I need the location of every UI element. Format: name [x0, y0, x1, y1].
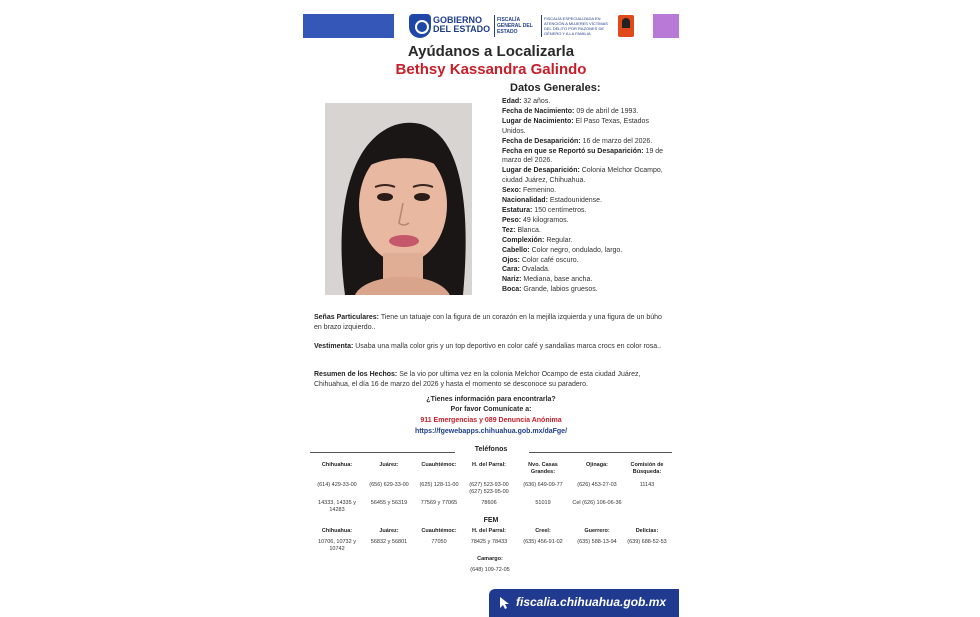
fact-label: Lugar de Desaparición: — [502, 167, 580, 175]
fact-value: Mediana, base ancha. — [523, 276, 593, 284]
fact-row — [502, 137, 672, 147]
tel-extension: Cel (626) 106-06-36 — [572, 500, 622, 506]
tel-city-label: Ojinaga: — [585, 462, 608, 468]
fem-phone: 78425 y 78433 — [470, 539, 508, 545]
tel-phone: (627) 523-93-00 (627) 523-95-00 — [469, 482, 509, 495]
tel-city-label: H. del Parral: — [472, 462, 506, 468]
tel-phone: (656) 629-33-00 — [369, 482, 409, 488]
person-name: Bethsy Kassandra Galindo — [395, 61, 587, 78]
fact-label: Fecha en que se Reportó su Desaparición: — [502, 147, 644, 155]
tel-phone: (626) 453-27-03 — [577, 482, 617, 488]
missing-person-poster — [303, 10, 679, 617]
camargo-block — [312, 556, 672, 576]
person-photo — [325, 103, 472, 295]
tel-phone: (614) 429-33-00 — [317, 482, 357, 488]
fact-label: Boca: — [502, 286, 522, 294]
fact-label: Estatura: — [502, 206, 533, 214]
fem-city-label: Guerrero: — [584, 528, 610, 534]
footer-url[interactable]: fiscalia.chihuahua.gob.mx — [516, 595, 667, 609]
senas-label: Señas Particulares: — [314, 314, 379, 321]
camargo-phone: (648) 109-72-05 — [470, 567, 510, 573]
header-bar-right — [653, 14, 679, 38]
tel-extension: 56455 y 56319 — [370, 500, 408, 506]
fem-phone: (635) 456-91-02 — [523, 539, 563, 545]
contact-please: Por favor Comunícate a: — [450, 406, 532, 413]
footer-banner[interactable] — [489, 589, 679, 617]
tel-extension: 51019 — [535, 500, 551, 506]
fem-grid — [312, 528, 672, 558]
fem-city-label: Cuauhtémoc: — [421, 528, 457, 534]
fact-value: 32 años. — [523, 98, 551, 105]
fact-label: Peso: — [502, 216, 522, 224]
tel-city-label: Juárez: — [379, 462, 399, 468]
fact-label: Complexión: — [502, 236, 545, 244]
fact-row — [502, 107, 672, 117]
fact-label: Edad: — [502, 98, 522, 105]
vestimenta-value: Usaba una malla color gris y un top deportivo en color café y sandalias marca crocs en color rosa.. — [355, 343, 662, 350]
fact-row — [502, 196, 672, 206]
contact-question: ¿Tienes información para encontrarla? — [426, 396, 556, 403]
fact-label: Sexo: — [502, 187, 522, 195]
gobierno-logo-text: GOBIERNO DEL ESTADO — [433, 15, 491, 34]
header-bar-left — [303, 14, 394, 38]
fem-phone: (639) 688-52-53 — [627, 539, 667, 545]
cursor-icon — [498, 596, 512, 610]
fem-logo-icon — [618, 15, 634, 37]
fact-value: Femenino. — [523, 187, 557, 195]
fact-row — [502, 97, 672, 107]
tel-extension: 77569 y 77065 — [420, 500, 458, 506]
fact-value: El Paso Texas, Estados Unidos. — [502, 117, 649, 135]
fact-row — [502, 236, 672, 246]
fact-value: Ovalada. — [521, 266, 550, 274]
senas-particulares — [314, 313, 669, 332]
fact-row — [502, 117, 672, 137]
fem-city-label: Creel: — [535, 528, 551, 534]
fact-row — [502, 275, 672, 285]
fact-row — [502, 216, 672, 226]
fact-value: 49 kilogramos. — [523, 216, 569, 224]
fact-value: Colonia Melchor Ocampo, ciudad Juárez, Chihuahua. — [502, 167, 663, 185]
telefonos-title: Teléfonos — [474, 446, 508, 453]
fiscalia-especializada-text: FISCALÍA ESPECIALIZADA EN ATENCIÓN A MUJERES VÍCTIMAS DEL DELITO POR RAZONES DE GÉNERO Y A LA FAMILIA — [544, 16, 608, 36]
fact-value: Regular. — [546, 236, 573, 244]
datos-generales-title: Datos Generales: — [510, 82, 601, 94]
resumen-label: Resumen de los Hechos: — [314, 371, 398, 378]
fact-value: Color café oscuro. — [521, 256, 579, 264]
tel-city-label: Chihuahua: — [321, 462, 353, 468]
tel-city-label: Cuauhtémoc: — [421, 462, 457, 468]
fact-row — [502, 265, 672, 275]
fem-city-label: Delicias: — [635, 528, 659, 534]
fact-value: 09 de abril de 1993. — [576, 107, 639, 115]
fact-row — [502, 166, 672, 186]
fem-title: FEM — [483, 517, 499, 524]
tel-extension: 14333, 14335 y 14283 — [318, 500, 356, 513]
fact-value: Blanca. — [517, 226, 541, 234]
fiscalia-logo-text: FISCALÍA GENERAL DEL ESTADO — [497, 17, 533, 35]
fem-city-label: Chihuahua: — [321, 528, 353, 534]
fact-value: 16 de marzo del 2026. — [582, 137, 653, 145]
fact-row — [502, 147, 672, 167]
fact-label: Lugar de Nacimiento: — [502, 117, 574, 125]
tel-phone: 11143 — [639, 482, 655, 488]
fact-row — [502, 226, 672, 236]
fem-phone: 56832 y 56801 — [370, 539, 408, 545]
vestimenta-label: Vestimenta: — [314, 343, 354, 350]
fact-value: 150 centímetros. — [534, 206, 587, 214]
senas-value: Tiene un tatuaje con la figura de un corazón en la mejilla izquierda y una figura de un búho en brazo izquierdo.. — [314, 314, 662, 331]
fact-label: Nariz: — [502, 276, 522, 284]
fact-label: Cara: — [502, 266, 520, 274]
fact-label: Fecha de Nacimiento: — [502, 107, 575, 115]
tel-city-label: Nvo. Casas Grandes: — [528, 462, 558, 475]
fem-phone: 10706, 10732 y 10742 — [318, 539, 356, 552]
fact-value: 19 de marzo del 2026. — [502, 147, 664, 165]
resumen-hechos — [314, 370, 669, 389]
tel-city-label: Comisión de Búsqueda: — [630, 462, 664, 475]
state-shield-icon — [409, 14, 431, 38]
fact-label: Tez: — [502, 226, 516, 234]
contact-phones: 911 Emergencias y 089 Denuncia Anónima — [420, 417, 562, 424]
divider — [529, 452, 672, 453]
tel-phone: (625) 128-11-00 — [419, 482, 459, 488]
fact-label: Cabello: — [502, 246, 530, 254]
contact-url-link[interactable]: https://fgewebapps.chihuahua.gob.mx/daFge/ — [414, 428, 568, 435]
fem-phone: (635) 588-13-94 — [577, 539, 617, 545]
tel-phone: (636) 649-09-77 — [523, 482, 563, 488]
header-divider — [494, 15, 495, 37]
fact-row — [502, 256, 672, 266]
fact-label: Fecha de Desaparición: — [502, 137, 581, 145]
fact-row — [502, 285, 672, 295]
fem-phone: 77050 — [431, 539, 447, 545]
fact-row — [502, 206, 672, 216]
resumen-value: Se la vio por ultima vez en la colonia Melchor Ocampo de esta ciudad Juárez, Chihuahua, el día 16 de marzo del 2026 y hasta el momento se desconoce su paradero. — [314, 371, 641, 388]
tel-extension: 78606 — [481, 500, 497, 506]
portrait-image — [325, 103, 472, 295]
fem-city-label: Juárez: — [379, 528, 399, 534]
telefonos-grid — [312, 462, 672, 522]
poster-title: Ayúdanos a Localizarla — [407, 43, 575, 60]
fact-label: Nacionalidad: — [502, 197, 548, 205]
vestimenta — [314, 342, 669, 352]
fem-city-label: H. del Parral: — [472, 528, 506, 534]
header-divider — [541, 15, 542, 37]
fact-value: Color negro, ondulado, largo. — [531, 246, 623, 254]
camargo-label: Camargo: — [477, 556, 503, 562]
fact-row — [502, 246, 672, 256]
fact-value: Grande, labios gruesos. — [523, 286, 598, 294]
datos-generales-list — [502, 97, 672, 295]
fact-row — [502, 186, 672, 196]
fact-value: Estadounidense. — [549, 197, 603, 205]
fact-label: Ojos: — [502, 256, 520, 264]
